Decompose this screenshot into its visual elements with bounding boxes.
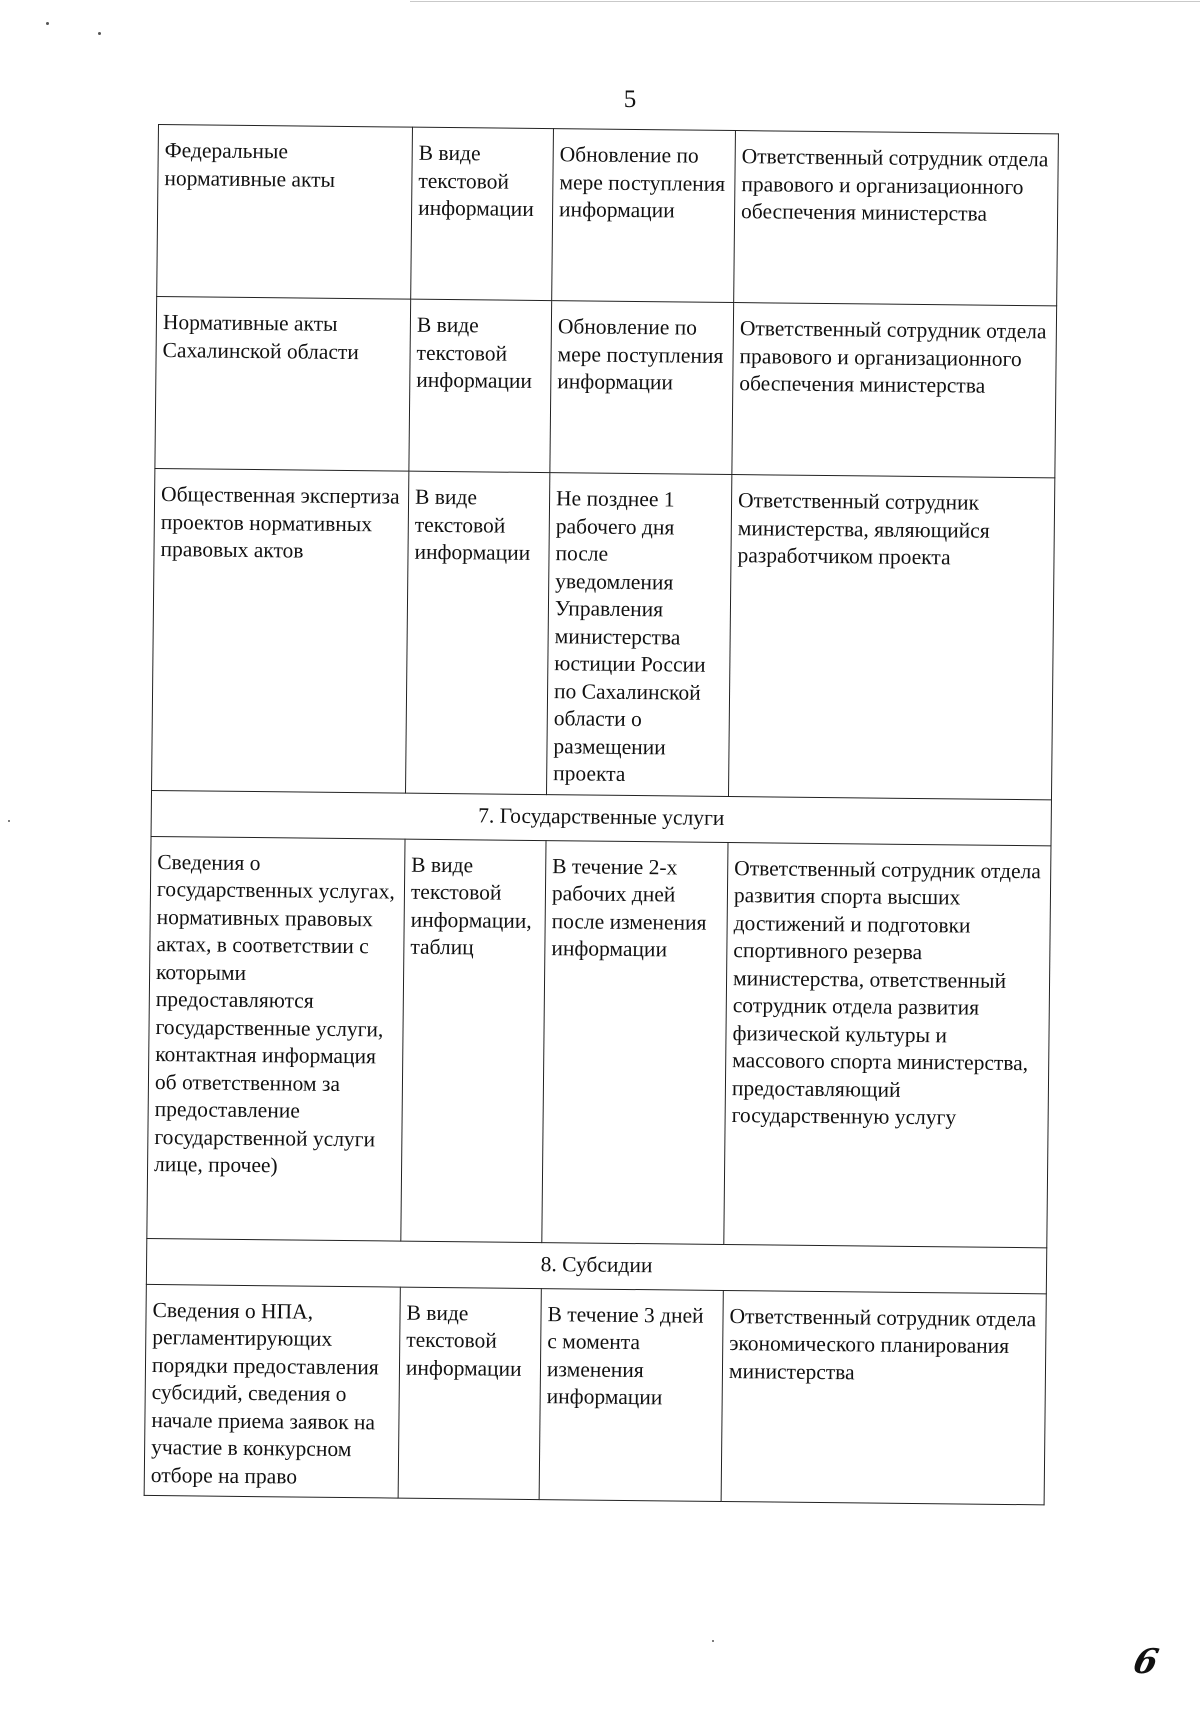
- scan-speck: [46, 22, 49, 25]
- scan-speck: [98, 32, 101, 35]
- cell-content-type: Федеральные нормативные акты: [157, 125, 413, 300]
- table-row-federal-acts: [157, 125, 1059, 306]
- cell-format: В виде текстовой информации, таблиц: [401, 839, 546, 1242]
- section-title: 8. Субсидии: [146, 1238, 1046, 1293]
- cell-responsible: Ответственный сотрудник министерства, являющийся разработчиком проекта: [728, 475, 1054, 800]
- cell-responsible: Ответственный сотрудник отдела правового и организационного обеспечения министерства: [732, 303, 1057, 478]
- handwritten-page-mark: 6: [1129, 1642, 1162, 1682]
- table-row-subsidies: [144, 1284, 1046, 1505]
- scan-edge-line: [410, 1, 1200, 2]
- cell-content-type: Сведения о НПА, регламентирующих порядки предоставления субсидий, сведения о начале приема заявок на участие в конкурсном отборе на право: [144, 1284, 400, 1498]
- cell-format: В виде текстовой информации: [411, 127, 554, 300]
- scan-speck: [8, 820, 10, 822]
- cell-content-type: Сведения о государственных услугах, нормативных правовых актах, в соответствии с которыми предоставляются государственные услуги, контактная информация об ответственном за предоставление государственной услуги лице, прочее): [147, 836, 405, 1241]
- cell-update-period: Обновление по мере поступления информации: [550, 301, 734, 475]
- cell-content-type: Общественная экспертиза проектов нормативных правовых актов: [152, 468, 409, 792]
- cell-responsible: Ответственный сотрудник отдела правового и организационного обеспечения министерства: [734, 131, 1059, 306]
- information-table: [144, 124, 1059, 1505]
- cell-responsible: Ответственный сотрудник отдела экономического планирования министерства: [721, 1290, 1046, 1505]
- cell-update-period: Обновление по мере поступления информации: [552, 129, 736, 303]
- table-row-state-services: [147, 836, 1051, 1247]
- cell-update-period: В течение 2-х рабочих дней после изменения информации: [542, 840, 728, 1244]
- cell-content-type: Нормативные акты Сахалинской области: [155, 296, 411, 471]
- cell-format: В виде текстовой информации: [406, 471, 550, 794]
- section-title: 7. Государственные услуги: [151, 790, 1051, 845]
- table-row-regional-acts: [155, 296, 1057, 477]
- cell-responsible: Ответственный сотрудник отдела развития спорта высших достижений и подготовки спортивного резерва министерства, ответственный сотрудник отдела развития физической культуры и массового спорта министерства, предоставляющий государственную услугу: [724, 842, 1051, 1247]
- scan-speck: [712, 1640, 714, 1642]
- cell-update-period: В течение 3 дней с момента изменения информации: [539, 1288, 723, 1501]
- cell-format: В виде текстовой информации: [398, 1287, 541, 1500]
- page-number: 5: [623, 86, 637, 113]
- cell-format: В виде текстовой информации: [409, 299, 552, 472]
- cell-update-period: Не позднее 1 рабочего дня после уведомления Управления министерства юстиции России по Сахалинской области о размещении проекта: [547, 473, 732, 796]
- table-row-public-expertise: [152, 468, 1055, 799]
